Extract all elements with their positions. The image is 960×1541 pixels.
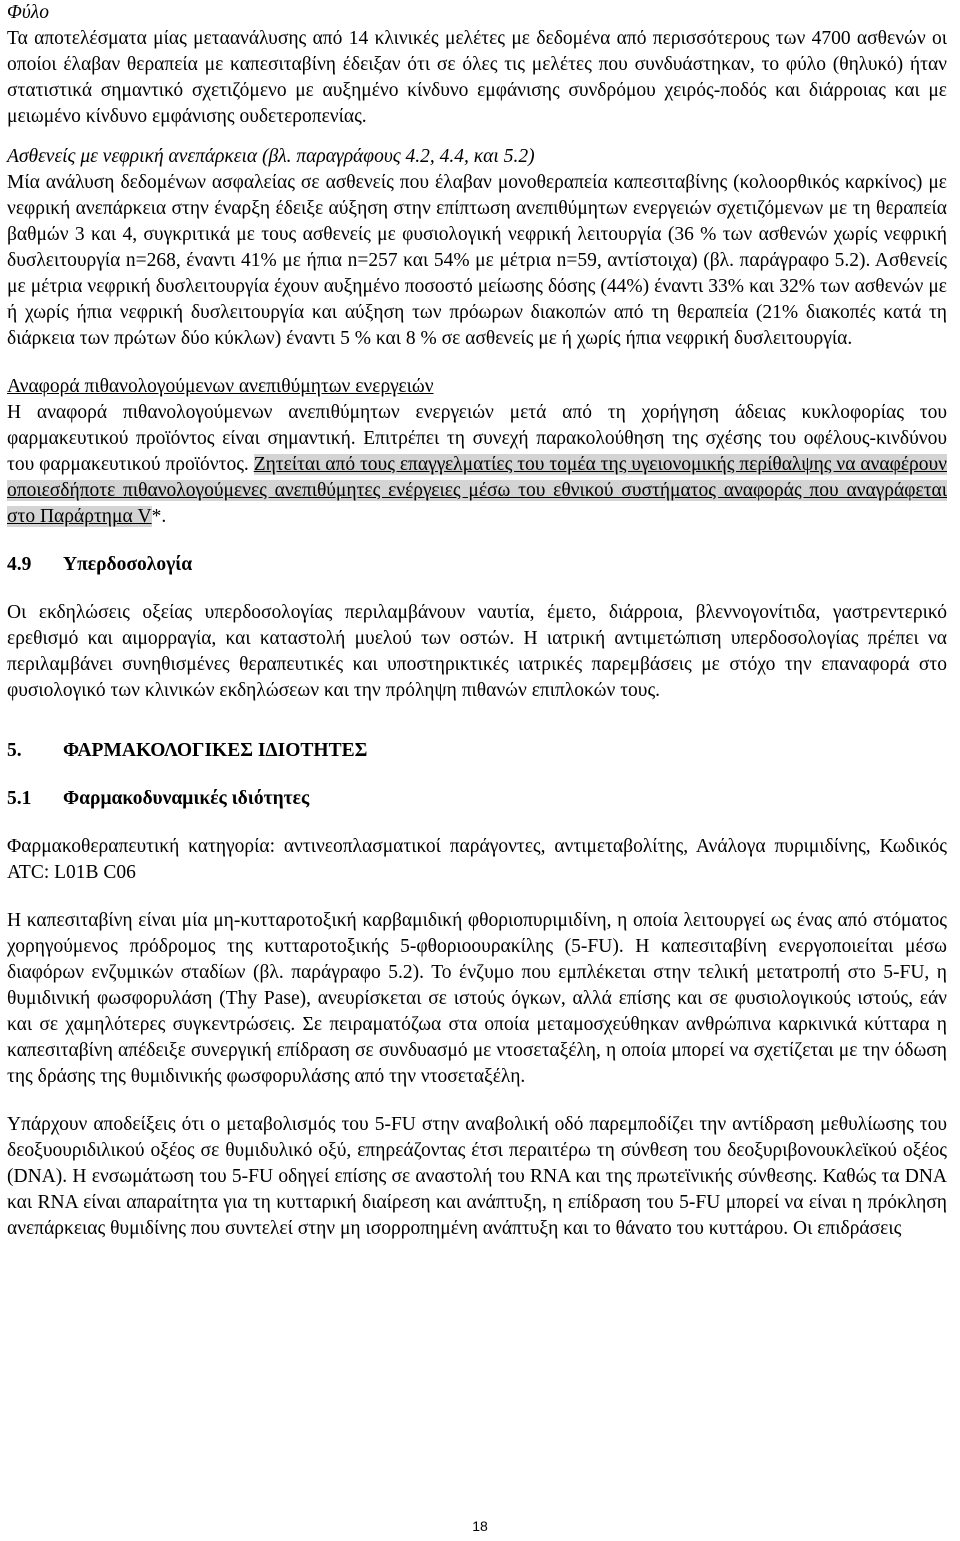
renal-paragraph: Μία ανάλυση δεδομένων ασφαλείας σε ασθενείς που έλαβαν μονοθεραπεία καπεσιταβίνης (κολοορθικός καρκίνος) με νεφρική ανεπάρκεια στην έναρξη έδειξε αύξηση στην επίπτωση ανεπιθύμητων ενεργειών σχετιζόμενων με τη θεραπεία βαθμών 3 και 4, συγκριτικά με τους ασθενείς με φυσιολογική νεφρική λειτουργία (36 % των ασθενών χωρίς νεφρική δυσλειτουργία n=268, έναντι 41% με ήπια n=257 και 54% με μέτρια n=59, αντίστοιχα) (βλ. παράγραφο 5.2). Ασθενείς με μέτρια νεφρική δυσλειτουργία έχουν αυξημένο ποσοστό μείωσης δόσης (44%) έναντι 33% και 32% των ασθενών με ή χωρίς ήπια νεφρική δυσλειτουργία και αύξηση των πρόωρων διακοπών από τη θεραπεία (21% διακοπές κατά τη διάρκεια των πρώτων δύο κύκλων) έναντι 5 % και 8 % σε ασθενείς με ή χωρίς ήπια νεφρική δυσλειτουργία. — [7, 172, 947, 349]
section-5-title: ΦΑΡΜΑΚΟΛΟΓΙΚΕΣ ΙΔΙΟΤΗΤΕΣ — [63, 740, 368, 761]
section-5-1-number: 5.1 — [7, 788, 32, 809]
renal-heading: Ασθενείς με νεφρική ανεπάρκεια (βλ. παραγράφους 4.2, 4.4, και 5.2) — [7, 146, 535, 167]
mechanism-paragraph-2: Υπάρχουν αποδείξεις ότι ο μεταβολισμός του 5-FU στην αναβολική οδό παρεμποδίζει την αντίδραση μεθυλίωσης του δεοξυουριδιλικού οξέος σε θυμιδυλικό οξύ, επηρεάζοντας έτσι περαιτέρω τη σύνθεση του δεοξυριβονουκλεϊκού οξέος (DNA). Η ενσωμάτωση του 5-FU οδηγεί επίσης σε αναστολή του RNA και της πρωτεϊνικής σύνθεσης. Καθώς τα DNA και RNA είναι απαραίτητα για τη κυτταρική διαίρεση και ανάπτυξη, η επίδραση του 5-FU μπορεί να είναι η πρόκληση ανεπάρκειας θυμιδίνης που συντελεί στην μη ισορροπημένη ανάπτυξη και το θάνατο του κυττάρου. Οι επιδράσεις — [7, 1114, 947, 1239]
section-4-9-title: Υπερδοσολογία — [63, 554, 193, 575]
sex-heading: Φύλο — [7, 2, 49, 23]
reporting-text-highlight: Ζητείται από τους επαγγελματίες του τομέα της υγειονομικής περίθαλψης να αναφέρουν οποιεσδήποτε πιθανολογούμενες ανεπιθύμητες ενέργειες μέσω του εθνικού συστήματος αναφοράς που αναγράφεται στο Παράρτημα V — [7, 454, 947, 527]
reporting-heading — [7, 374, 947, 400]
document-page — [7, 0, 947, 1242]
reporting-heading-text: Αναφορά πιθανολογούμενων ανεπιθύμητων ενεργειών — [7, 376, 434, 397]
section-4-9-number: 4.9 — [7, 554, 32, 575]
sex-paragraph: Τα αποτελέσματα μίας μεταανάλυσης από 14 κλινικές μελέτες με δεδομένα από περισσότερους των 4700 ασθενών οι οποίοι έλαβαν θεραπεία με καπεσιταβίνη έδειξαν ότι σε όλες τις μελέτες που συνδυάστηκαν, το φύλο (θηλυκό) ήταν στατιστικά σημαντικό σχετιζόμενο με αυξημένο κίνδυνο εμφάνισης συνδρόμου χειρός-ποδός και διάρροιας και με μειωμένο κίνδυνο εμφάνισης ουδετεροπενίας. — [7, 28, 947, 127]
section-5-1-title: Φαρμακοδυναμικές ιδιότητες — [63, 788, 310, 809]
page-number: 18 — [472, 1518, 488, 1534]
pharmacotherapeutic-category: Φαρμακοθεραπευτική κατηγορία: αντινεοπλασματικοί παράγοντες, αντιμεταβολίτης, Ανάλογα πυριμιδίνης, Κωδικός ATC: L01B C06 — [7, 836, 947, 883]
section-4-9-heading — [7, 552, 947, 578]
section-5-1-heading — [7, 786, 947, 812]
section-5-heading — [7, 738, 947, 764]
section-5-number: 5. — [7, 740, 22, 761]
mechanism-paragraph-1: Η καπεσιταβίνη είναι μία μη-κυτταροτοξική καρβαμιδική φθοριοπυριμιδίνη, η οποία λειτουργεί ως ένας από στόματος χορηγούμενος πρόδρομος της κυτταροτοξικής 5-φθοριοουρακίλης (5-FU). Η καπεσιταβίνη ενεργοποιείται μέσω διαφόρων ενζυμικών σταδίων (βλ. παράγραφο 5.2). Το ένζυμο που εμπλέκεται στην τελική μετατροπή στο 5-FU, η θυμιδινική φωσφορυλάση (Thy Pase), ανευρίσκεται σε ιστούς όγκων, αλλά επίσης και σε φυσιολογικούς ιστούς, εάν και σε χαμηλότερες συγκεντρώσεις. Σε πειραματόζωα στα οποία μεταμοσχεύθηκαν ανθρώπινα καρκινικά κύτταρα η καπεσιταβίνη απέδειξε συνεργική επίδραση σε συνδυασμό με ντοσεταξέλη, η οποία μπορεί να σχετίζεται με την όδωση της δράσης της θυμιδινικής φωσφορυλάσης από την ντοσεταξέλη. — [7, 910, 947, 1087]
reporting-paragraph — [7, 400, 947, 530]
reporting-text-end: *. — [151, 506, 167, 527]
reporting-text-plain: Η αναφορά πιθανολογούμενων ανεπιθύμητων ενεργειών μετά από τη χορήγηση άδειας κυκλοφορίας του φαρμακευτικού προϊόντος είναι σημαντική. Επιτρέπει τη συνεχή παρακολούθηση της σχέσης του οφέλους-κινδύνου του φαρμακευτικού προϊόντος. — [7, 402, 947, 475]
overdose-paragraph: Οι εκδηλώσεις οξείας υπερδοσολογίας περιλαμβάνουν ναυτία, έμετο, διάρροια, βλεννογονίτιδα, γαστρεντερικό ερεθισμό και αιμορραγία, και καταστολή μυελού των οστών. Η ιατρική αντιμετώπιση υπερδοσολογίας πρέπει να περιλαμβάνει συνηθισμένες θεραπευτικές και υποστηρικτικές ιατρικές παρεμβάσεις με στόχο την επαναφορά στο φυσιολογικό των κλινικών εκδηλώσεων και την πρόληψη πιθανών επιπλοκών τους. — [7, 602, 947, 701]
